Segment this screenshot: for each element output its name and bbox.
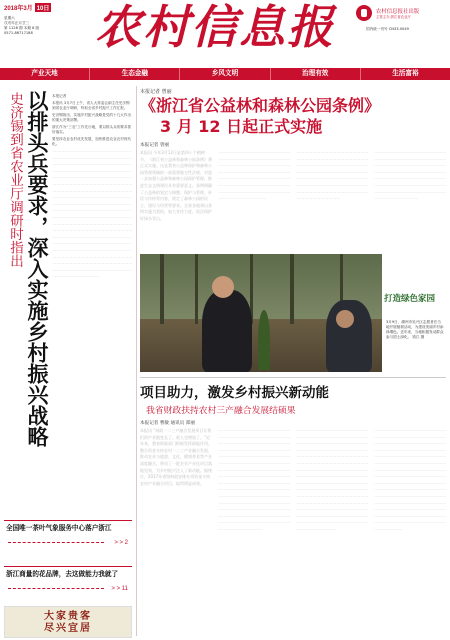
- news-photo[interactable]: [140, 254, 382, 372]
- left-feature-paragraph: 本报讯 3月7日上午，省人大常委会副主任史济锡到省农业厅调研，听取全省乡村振兴工作汇报。: [52, 101, 130, 110]
- weekday: 星期六: [4, 16, 15, 20]
- issue-meta: [4, 16, 82, 36]
- phone: 0571-86717188: [4, 31, 33, 35]
- masthead: [0, 0, 450, 62]
- contact-info: 国内统一刊号 CN33-0049: [366, 27, 409, 31]
- article2-body-col4: 一一一一一一一一一一一一一一一一一一一一一一一一一一一一一一一一一一一一一一一一一一一一一一一一一一一一一一一一一一一一一一一一一一一一一一一一一一一一一一一一一一一一一一一一一一一一一一一一一一一一一一一一一一一一一一一一一一一一一一一一一一一一一一一一一一一一一一一一一一一一一一一一一一一一一一一一一一一一一一一一一一一一一一一一一一一一一一一一一一一一一一一一一一一一一一一一一一一一一一一一一一一一一一一一一一一一一一一一一一一一一一一一一一一一一一一一一一一一一一一一一一一一一一一一一一一一一一一一一一一一一一一一一一一一一一一一一一一一一: [374, 428, 446, 532]
- bottom-ad-text: [5, 611, 131, 635]
- article2-body: 本报讯 “财政一二三产融合发展项目让我们的产业链变长了，收入也增加了。”近年来，我省财政部门积极发挥职能作用，整合资金支持农村一二三产业融合发展，推动农业与旅游、文化、健康养老等产业深度融合，带动了一批农业产业化项目落地见效，为乡村振兴注入了新动能。据统计，2017年省级财政安排专项资金支持农村产业融合项目，取得明显成效。: [140, 428, 212, 486]
- bottom-advertisement[interactable]: [4, 606, 132, 638]
- photo-person-right-head: [336, 310, 354, 328]
- issue-date: [4, 3, 64, 13]
- publisher-sub: 主管主办 浙江省农业厅: [376, 15, 411, 19]
- photo-caption-title: 打造绿色家园: [384, 294, 436, 304]
- article1-body-col3: 一一一一一一一一一一一一一一一一一一一一一一一一一一一一一一一一一一一一一一一一一一一一一一一一一一一一一一一一一一一一一一一一一一一一一一一一一一一一一一一一一一一一一一一一一一一一一一一一一一一一一一一一一一一一一一一一一一一一一一一一一一一一一一一一一一一一一一一一一: [296, 150, 368, 202]
- photo-caption-text: 3月9日，湖州市吴兴区志愿者在当地开展植树活动，为建设美丽乡村添绿增色。近年来，当地积极发动群众参与国土绿化。 钱江 摄: [386, 320, 444, 339]
- section-divider: [140, 377, 446, 378]
- nav-item-3[interactable]: 乡风文明: [180, 68, 270, 80]
- publisher-logo-icon: [356, 5, 372, 21]
- promo-1-title[interactable]: 全国唯一茶叶气象服务中心落户浙江: [6, 524, 112, 532]
- photo-person-left-head: [212, 276, 234, 298]
- page-count: 本期 8 版: [23, 26, 40, 30]
- promo-1[interactable]: [4, 520, 132, 548]
- left-feature-text-block: 一一一一一一一一一一一一一一一一一一一一一一一一一一一一一一一一一一一一一一一一一一一一一一一一一一一一一一一一一一一一一一一一一一一一一一一一一一一一一一一一一一一一一一一一一一一一一一一一一一一一一一一一一一一一一一一一一一一一一一一一一一一一一一一一一一一一一一一一一一一一一一一一一一一一一一一一一一一一一一一一一一一一一一一一一一一一一一一一一一一一一一一一一一一一一一一一一一一一一一一一一一一一一一一一一一一一一一一一一一一一一一一一一一一一一一一一一一一一一一一一一一一一一一一一一一一一一一一一一一一一一一一一一一一一一一一一一一一一一一一一一一一一一一一一一一一一一一一一一一一一一一一一一一一一一一一一一一一一一一一一一一一一一一一一一一一一一一一一一一一一一一一一一一一一一一一一一一一一一一一一一一一一一一一一一一一一一一一一一一一一一一一一一一一一一一一一: [52, 149, 132, 280]
- left-feature-paragraph: 要坚持农业农村优先发展，加快推进农业农村现代化。: [52, 137, 132, 146]
- article1-body: 本报讯 今年3月12日是第四十个植树节，《浙江省公益林和森林公园条例》将正式实施。这是我省公益林保护和森林公园管理领域的一部重要地方性法规，对进一步加强公益林和森林公园保护管理，推进生态文明建设具有重要意义。条例明确了公益林的划定与调整、保护与管理、补偿与扶持等内容，规定了森林公园的设立、建设与经营等要求。全省各地将以条例实施为契机，加大宣传力度，依法保护好绿水青山。: [140, 150, 212, 221]
- article2-byline: 本报记者 曹敏 通讯员 郑丽: [140, 421, 195, 426]
- article2-body-col3: 一一一一一一一一一一一一一一一一一一一一一一一一一一一一一一一一一一一一一一一一一一一一一一一一一一一一一一一一一一一一一一一一一一一一一一一一一一一一一一一一一一一一一一一一一一一一一一一一一一一一一一一一一一一一一一一一一一一一一一一一一一一一一一一一一一一一一一一一一一一一一一一一一一一一一一一一一一一一一一一一一一一一一一一一一一一一一一一一一一一一一一一一一一一一一一一一一一一一一一一一一一一一一一一一一一一一一一一一一一一一一一一一一一一一一一一一一一一一一一一一一一一一一一一一一一一一一一一一一一一一一一一一一一一一一一一一一一一一一一一一: [296, 428, 368, 532]
- bottom-ad-line-2: 尽兴宜居: [44, 623, 92, 634]
- article1-body-col2: 一一一一一一一一一一一一一一一一一一一一一一一一一一一一一一一一一一一一一一一一一一一一一一一一一一一一一一一一一一一一一一一一一一一一一一一一一一一一一一一一一一一一一一一一一一一一一一一一一一一一一一一一一一一一一一一一一一一一一一一一一一一一一一一一一一一一一一一一一一: [218, 150, 290, 202]
- left-feature-subhead: 史济锡到省农业厅调研时指出: [7, 92, 23, 268]
- section-nav: [0, 68, 450, 80]
- photo-tree: [195, 254, 198, 324]
- promo-2-title[interactable]: 浙江商量的花品牌，去这做能力我就了: [6, 570, 119, 578]
- article2-body-col2: 一一一一一一一一一一一一一一一一一一一一一一一一一一一一一一一一一一一一一一一一一一一一一一一一一一一一一一一一一一一一一一一一一一一一一一一一一一一一一一一一一一一一一一一一一一一一一一一一一一一一一一一一一一一一一一一一一一一一一一一一一一一一一一一一一一一一一一一一一一一一一一一一一一一一一一一一一一一一一一一一一一一一一一一一一一一一一一一一一一一一一一一一一一一一一一一一一一一一一一一一一一一一一一一一一一一一一一一一一一一一一一一一一一一一一一一一一一一一一一一一一一一一一一一一一一一一一一一一一一一一一一一一一一一一一一一一一一一一一一一一一: [218, 428, 290, 532]
- left-feature-eyebrow: 本报记者: [52, 94, 67, 98]
- promo-1-divider: [8, 542, 104, 543]
- article1-byline: 本报记者 曾丽: [140, 143, 170, 148]
- promo-2[interactable]: [4, 566, 132, 594]
- issue-no: 第 1128 期: [4, 26, 23, 30]
- promo-2-arrow[interactable]: > > 11: [111, 586, 128, 592]
- article1-body-col4: 一一一一一一一一一一一一一一一一一一一一一一一一一一一一一一一一一一一一一一一一一一一一一一一一一一一一一一一一一一一一一一一一一一一一一一一一一一一一一一一一一一一一一一一一一一一一一一一一一一一一一一一一一一一一一一一一一一一一一一一一一一一一一一一一一一一一一一一一一: [374, 150, 446, 202]
- publisher-logo: [356, 5, 446, 61]
- photo-caption-box: [384, 254, 446, 372]
- newspaper-title: 农村信息报: [95, 0, 335, 54]
- photo-person-left: [202, 290, 252, 372]
- issue-date-month: 2018年3月: [4, 6, 33, 12]
- article1-eyebrow: 本报记者 曾丽: [140, 89, 172, 95]
- lunar-date: 戊戌年正月廿三: [4, 21, 30, 25]
- column-divider: [136, 86, 137, 636]
- nav-item-2[interactable]: 生态金融: [90, 68, 180, 80]
- left-feature-headline[interactable]: 以排头兵要求，深入实施乡村振兴战略: [25, 90, 49, 447]
- article2-title[interactable]: 项目助力，激发乡村振兴新动能: [140, 385, 329, 401]
- article1-title-line2[interactable]: 3 月 12 日起正式实施: [160, 117, 323, 136]
- photo-tree: [160, 254, 164, 324]
- issue-date-day: 10日: [35, 3, 52, 12]
- nav-item-4[interactable]: 治理有效: [271, 68, 361, 80]
- left-feature-paragraph: 浙江作为“三农”工作先行地，要以排头兵的要求抓好落实。: [52, 125, 132, 134]
- photo-tree: [290, 254, 294, 324]
- bottom-ad-line-1: 大家贵客: [44, 611, 92, 622]
- promo-2-divider: [8, 588, 104, 589]
- nav-item-5[interactable]: 生活富裕: [392, 70, 419, 77]
- left-feature-body: [52, 94, 132, 509]
- article1-title-line1[interactable]: 《浙江省公益林和森林公园条例》: [140, 96, 381, 115]
- nav-item-1[interactable]: 产业天地: [0, 68, 90, 80]
- promo-1-arrow[interactable]: > > 2: [114, 540, 128, 546]
- publisher-name: 农村信息报社出版: [376, 9, 420, 15]
- article2-subtitle: 我省财政扶持农村三产融合发展结硕果: [146, 406, 296, 416]
- photo-sapling: [258, 310, 270, 370]
- left-feature-paragraph: 史济锡指出，实施乡村振兴战略是党的十九大作出的重大决策部署。: [52, 113, 132, 122]
